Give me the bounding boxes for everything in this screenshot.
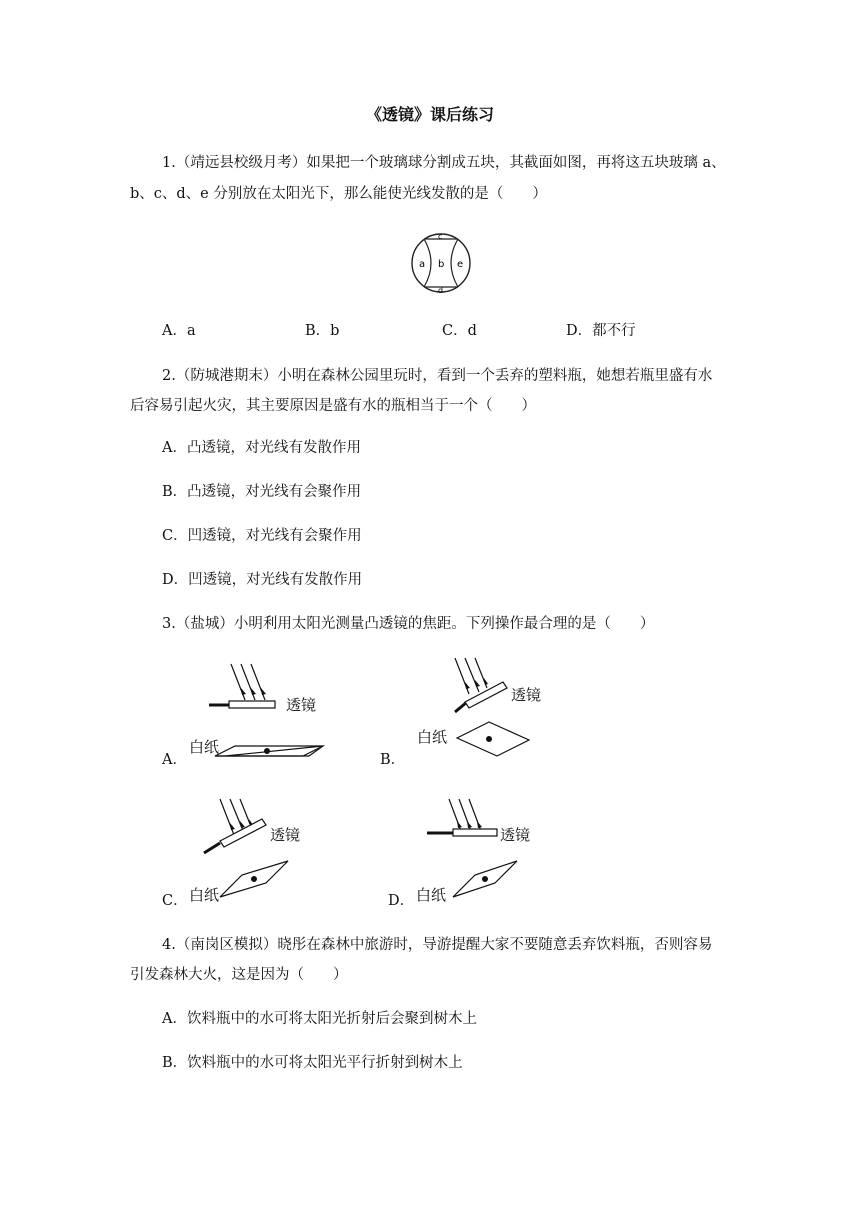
q4-stem-line1: 4.（南岗区模拟）晓彤在森林中旅游时，导游提醒大家不要随意丢弃饮料瓶，否则容易: [162, 937, 713, 953]
q3-option-b: B．: [380, 752, 406, 768]
q4-stem-line2: 引发森林大火，这是因为（ ）: [130, 967, 348, 983]
q3-b-paper-label: 白纸: [417, 728, 448, 746]
q1-stem-line2: b、c、d、e 分别放在太阳光下，那么能使光线发散的是（ ）: [130, 186, 547, 202]
q1-label-a: a: [419, 259, 426, 270]
q2-stem-line1: 2.（防城港期末）小明在森林公园里玩时，看到一个丢弃的塑料瓶，她想若瓶里盛有水: [162, 368, 713, 384]
q1-label-b: b: [438, 259, 445, 270]
q1-option-a: A．a: [162, 323, 196, 339]
q3-option-a: A．: [162, 752, 187, 768]
q1-label-e: e: [457, 259, 464, 270]
q3-d-paper-label: 白纸: [416, 886, 447, 904]
q3-option-d: D．: [388, 893, 415, 909]
q1-stem-line1: 1.（靖远县校级月考）如果把一个玻璃球分割成五块，其截面如图，再将这五块玻璃 a、: [162, 155, 726, 171]
q2-option-d: D．凹透镜，对光线有发散作用: [162, 572, 363, 588]
q4-option-a: A．饮料瓶中的水可将太阳光折射后会聚到树木上: [162, 1011, 477, 1027]
q2-option-b: B．凸透镜，对光线有会聚作用: [162, 484, 362, 500]
q3-b-lens-label: 透镜: [511, 686, 542, 704]
q2-stem-line2: 后容易引起火灾，其主要原因是盛有水的瓶相当于一个（ ）: [130, 398, 536, 414]
q3-option-c: C．: [162, 893, 188, 909]
q3-d-lens-label: 透镜: [500, 826, 531, 844]
q3-a-paper-label: 白纸: [189, 738, 220, 756]
q3-stem: 3.（盐城）小明利用太阳光测量凸透镜的焦距。下列操作最合理的是（ ）: [162, 616, 655, 632]
q2-option-c: C．凹透镜，对光线有会聚作用: [162, 528, 362, 544]
q4-option-b: B．饮料瓶中的水可将太阳光平行折射到树木上: [162, 1055, 463, 1071]
q3-a-lens-label: 透镜: [286, 696, 317, 714]
page-title: 《透镜》课后练习: [365, 105, 494, 124]
q1-option-c: C．d: [442, 323, 477, 339]
q1-option-d: D．都不行: [566, 323, 636, 339]
q3-c-lens-label: 透镜: [270, 826, 301, 844]
q3-c-paper-label: 白纸: [189, 886, 220, 904]
q1-label-d: d: [438, 286, 444, 295]
q1-glass-ball-figure: [410, 229, 472, 297]
q1-label-c: c: [438, 232, 443, 241]
q1-option-b: B．b: [305, 323, 340, 339]
q2-option-a: A．凸透镜，对光线有发散作用: [162, 440, 361, 456]
